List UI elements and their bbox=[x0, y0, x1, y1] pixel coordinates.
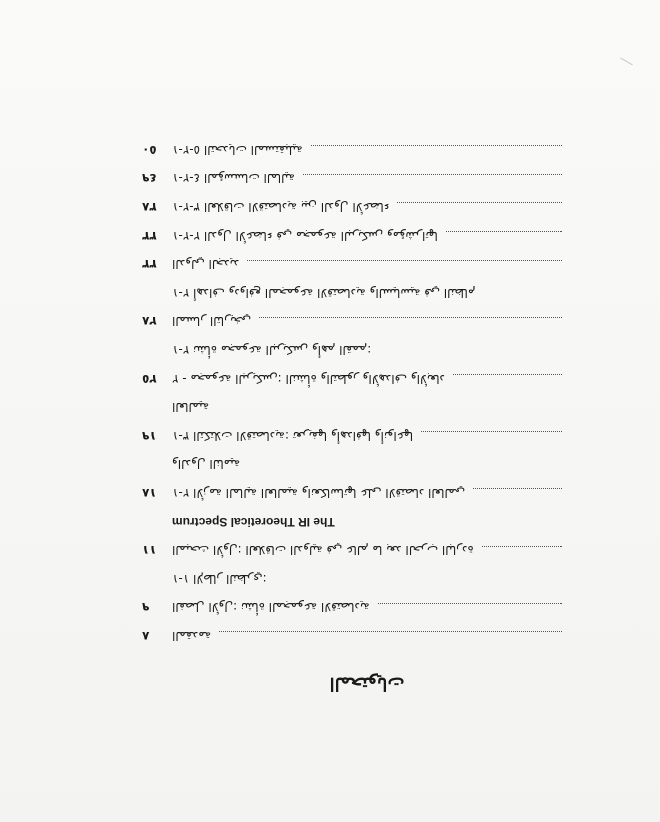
toc-entry bbox=[142, 255, 592, 274]
toc-entry bbox=[142, 169, 592, 188]
toc-entry bbox=[142, 569, 592, 588]
toc-leader-dots bbox=[473, 488, 562, 489]
toc-leader-dots bbox=[421, 431, 562, 432]
toc-entry bbox=[142, 198, 592, 217]
toc-entry-text: The IR Theoretical Spectrum bbox=[172, 514, 335, 529]
toc-entry bbox=[142, 312, 592, 331]
toc-entry-number: ٥٠ bbox=[142, 142, 157, 157]
toc-entry-text: المقدمة bbox=[172, 629, 212, 643]
toc-entry-number: ٣٨ bbox=[142, 200, 157, 215]
toc-entry-text: المسار التاريخي bbox=[172, 314, 252, 329]
toc-entry bbox=[142, 340, 592, 359]
toc-entry bbox=[142, 398, 592, 417]
toc-leader-dots bbox=[311, 145, 562, 146]
toc-entry bbox=[142, 226, 592, 245]
toc-entry-text: والدول النامية bbox=[172, 457, 241, 472]
toc-entry-number: ٨ bbox=[142, 629, 150, 643]
toc-entry-text: ١-١ الإطار النظري: bbox=[172, 571, 267, 586]
toc-entry-text: ١-٢-٢ الدول الأعضاء في مجموعة البريكس ومؤشراتها bbox=[172, 228, 438, 243]
toc-entry-number: ٩ bbox=[142, 600, 150, 615]
toc-entry-number: ١٨ bbox=[142, 486, 157, 501]
toc-entry-text: ١-٢ نشأة مجموعة البريكس وأهم القمم: bbox=[172, 343, 372, 358]
toc-leader-dots bbox=[446, 231, 562, 232]
toc-entry bbox=[142, 483, 592, 502]
toc-entry bbox=[142, 598, 592, 617]
toc-entry-number: ٣٣ bbox=[142, 228, 157, 243]
toc-entry bbox=[142, 140, 592, 159]
toc-entry-text: الفصل الأول: نشأة المجموعة الاقتصادية bbox=[172, 600, 370, 615]
toc-entry bbox=[142, 541, 592, 560]
toc-leader-dots bbox=[378, 603, 562, 604]
toc-entry-text: ١-٢-٥ التحديات المستقبلية bbox=[172, 142, 303, 157]
toc-entry-number: ٢٥ bbox=[142, 371, 157, 386]
toc-entry-text: ٢ - مجموعة البريكس: النشأة والتطور والأهداف والأبعاد bbox=[172, 371, 445, 386]
toc-entry-text: ١-٢ أهداف ودوافع المجموعة الاقتصادية والسياسية في النظام bbox=[172, 285, 476, 300]
toc-entry-text: ١-٣ التكتلات الاقتصادية: تعريفها وأهدافها وأنواعها bbox=[172, 428, 414, 443]
toc-title: المحتويات bbox=[329, 673, 405, 694]
toc-entry bbox=[142, 512, 592, 531]
toc-leader-dots bbox=[259, 317, 562, 318]
toc-leader-dots bbox=[219, 631, 562, 632]
toc-entry bbox=[142, 369, 592, 388]
toc-entry bbox=[142, 455, 592, 474]
toc-leader-dots bbox=[482, 546, 562, 547]
toc-entry bbox=[142, 283, 592, 302]
toc-leader-dots bbox=[453, 374, 562, 375]
table-of-contents bbox=[142, 130, 592, 694]
toc-list bbox=[142, 140, 592, 645]
toc-entry-text: المبحث الأول: العلاقات الدولية في عالم ما بعد الحرب الباردة bbox=[172, 543, 474, 558]
toc-leader-dots bbox=[397, 203, 562, 204]
toc-leader-dots bbox=[247, 260, 562, 261]
toc-entry-number: ٣٣ bbox=[142, 257, 157, 272]
toc-entry-text: ١-٢-٣ العلاقات الاقتصادية بين الدول الأعضاء bbox=[172, 200, 390, 215]
toc-entry-number: ١٩ bbox=[142, 428, 157, 443]
toc-entry-text: العالمية bbox=[172, 400, 210, 415]
toc-entry-number: ١١ bbox=[142, 543, 157, 558]
toc-entry bbox=[142, 426, 592, 445]
toc-entry-text: ١-٢-٤ المؤسسات المالية bbox=[172, 171, 295, 186]
toc-entry-text: الدولي الجديد bbox=[172, 257, 240, 272]
toc-entry bbox=[142, 626, 592, 645]
toc-entry-text: ١-٢ الأزمة المالية العالمية وانعكاساتها على الاقتصاد العالمي bbox=[172, 486, 466, 501]
toc-entry-number: ٢٨ bbox=[142, 314, 157, 329]
toc-leader-dots bbox=[303, 174, 562, 175]
toc-entry-number: ٤٩ bbox=[142, 171, 157, 186]
